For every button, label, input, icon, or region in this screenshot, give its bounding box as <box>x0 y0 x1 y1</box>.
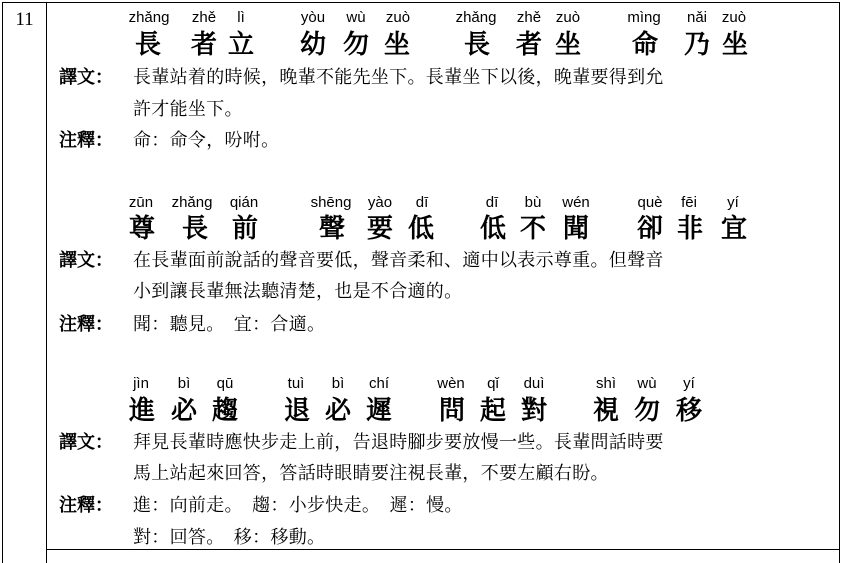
verse-char: 遲 <box>365 396 393 426</box>
pinyin: qū <box>216 375 234 392</box>
pinyin: zuò <box>555 9 581 26</box>
verse-char: 起 <box>479 396 507 426</box>
translation-label: 譯文： <box>59 67 113 88</box>
pinyin: wén <box>562 194 590 211</box>
pinyin: wèn <box>437 375 465 392</box>
pinyin: yào <box>367 194 393 211</box>
verse-char: 移 <box>675 396 703 426</box>
translation-line: 拜見長輩時應快步走上前，告退時腳步要放慢一些。長輩問話時要 <box>133 432 664 453</box>
pinyin: fēi <box>681 194 697 211</box>
verse-char: 宜 <box>720 214 748 244</box>
pinyin: shì <box>595 375 617 392</box>
pinyin: shēng <box>310 194 352 211</box>
pinyin: jìn <box>133 375 149 392</box>
verse-char: 尊 <box>128 214 156 244</box>
verse-char: 低 <box>479 214 507 244</box>
pinyin: bù <box>524 194 542 211</box>
notes-line: 聞：聽見。 宜：合適。 <box>133 314 326 335</box>
pinyin: qián <box>229 194 259 211</box>
verse-char: 坐 <box>554 30 582 60</box>
pinyin: bì <box>331 375 345 392</box>
pinyin: zhǎng <box>128 9 170 26</box>
pinyin: tuì <box>287 375 305 392</box>
pinyin: wù <box>637 375 657 392</box>
verse-char: 立 <box>227 30 255 60</box>
pinyin: chí <box>368 375 390 392</box>
verse-char: 進 <box>128 396 156 426</box>
verse-char: 視 <box>592 396 620 426</box>
verse-char: 前 <box>231 214 259 244</box>
pinyin: wù <box>346 9 366 26</box>
verse-char: 勿 <box>633 396 661 426</box>
verse-char: 聞 <box>562 214 590 244</box>
table-bottom-line <box>46 549 839 550</box>
translation-line: 許才能坐下。 <box>133 99 243 120</box>
pinyin: zhǎng <box>455 9 497 26</box>
pinyin: yòu <box>300 9 326 26</box>
pinyin: zūn <box>128 194 154 211</box>
verse-char: 低 <box>407 214 435 244</box>
number-column <box>3 3 47 563</box>
item-number: 11 <box>15 9 34 30</box>
verse-char: 必 <box>170 396 198 426</box>
verse-char: 趨 <box>211 396 239 426</box>
verse-char: 必 <box>324 396 352 426</box>
verse-char: 長 <box>463 30 491 60</box>
pinyin: què <box>637 194 663 211</box>
pinyin: zhě <box>516 9 542 26</box>
verse-char: 非 <box>676 214 704 244</box>
notes-line: 對：回答。 移：移動。 <box>133 527 326 548</box>
notes-label: 注釋： <box>59 314 113 335</box>
verse-char: 者 <box>190 30 218 60</box>
pinyin: yí <box>727 194 739 211</box>
translation-line: 小到讓長輩無法聽清楚，也是不合適的。 <box>133 281 463 302</box>
verse-char: 坐 <box>721 30 749 60</box>
pinyin: zhǎng <box>171 194 213 211</box>
verse-char: 長 <box>134 30 162 60</box>
notes-label: 注釋： <box>59 130 113 151</box>
verse-char: 長 <box>181 214 209 244</box>
verse-char: 對 <box>520 396 548 426</box>
verse-char: 聲 <box>318 214 346 244</box>
verse-char: 坐 <box>383 30 411 60</box>
pinyin: qǐ <box>487 375 499 392</box>
verse-char: 者 <box>515 30 543 60</box>
verse-char: 命 <box>631 30 659 60</box>
translation-line: 馬上站起來回答，答話時眼睛要注視長輩，不要左顧右盼。 <box>133 463 609 484</box>
verse-char: 乃 <box>683 30 711 60</box>
pinyin: zuò <box>385 9 411 26</box>
verse-char: 卻 <box>636 214 664 244</box>
translation-label: 譯文： <box>59 250 113 271</box>
pinyin: dī <box>485 194 499 211</box>
notes-line: 命：命令，吩咐。 <box>133 130 280 151</box>
verse-char: 退 <box>283 396 311 426</box>
pinyin: yí <box>683 375 695 392</box>
verse-char: 要 <box>366 214 394 244</box>
verse-char: 幼 <box>299 30 327 60</box>
notes-label: 注釋： <box>59 495 113 516</box>
pinyin: zuò <box>721 9 747 26</box>
notes-line: 進：向前走。 趨：小步快走。 遲：慢。 <box>133 495 463 516</box>
translation-line: 在長輩面前說話的聲音要低，聲音柔和、適中以表示尊重。但聲音 <box>133 250 664 271</box>
pinyin: nǎi <box>686 9 708 26</box>
pinyin: lì <box>237 9 245 26</box>
pinyin: bì <box>177 375 191 392</box>
verse-char: 不 <box>519 214 547 244</box>
pinyin: mìng <box>627 9 661 26</box>
translation-line: 長輩站着的時候，晚輩不能先坐下。長輩坐下以後，晚輩要得到允 <box>133 67 664 88</box>
pinyin: zhě <box>191 9 217 26</box>
translation-label: 譯文： <box>59 432 113 453</box>
verse-char: 問 <box>438 396 466 426</box>
pinyin: dī <box>415 194 429 211</box>
verse-char: 勿 <box>342 30 370 60</box>
pinyin: duì <box>523 375 545 392</box>
